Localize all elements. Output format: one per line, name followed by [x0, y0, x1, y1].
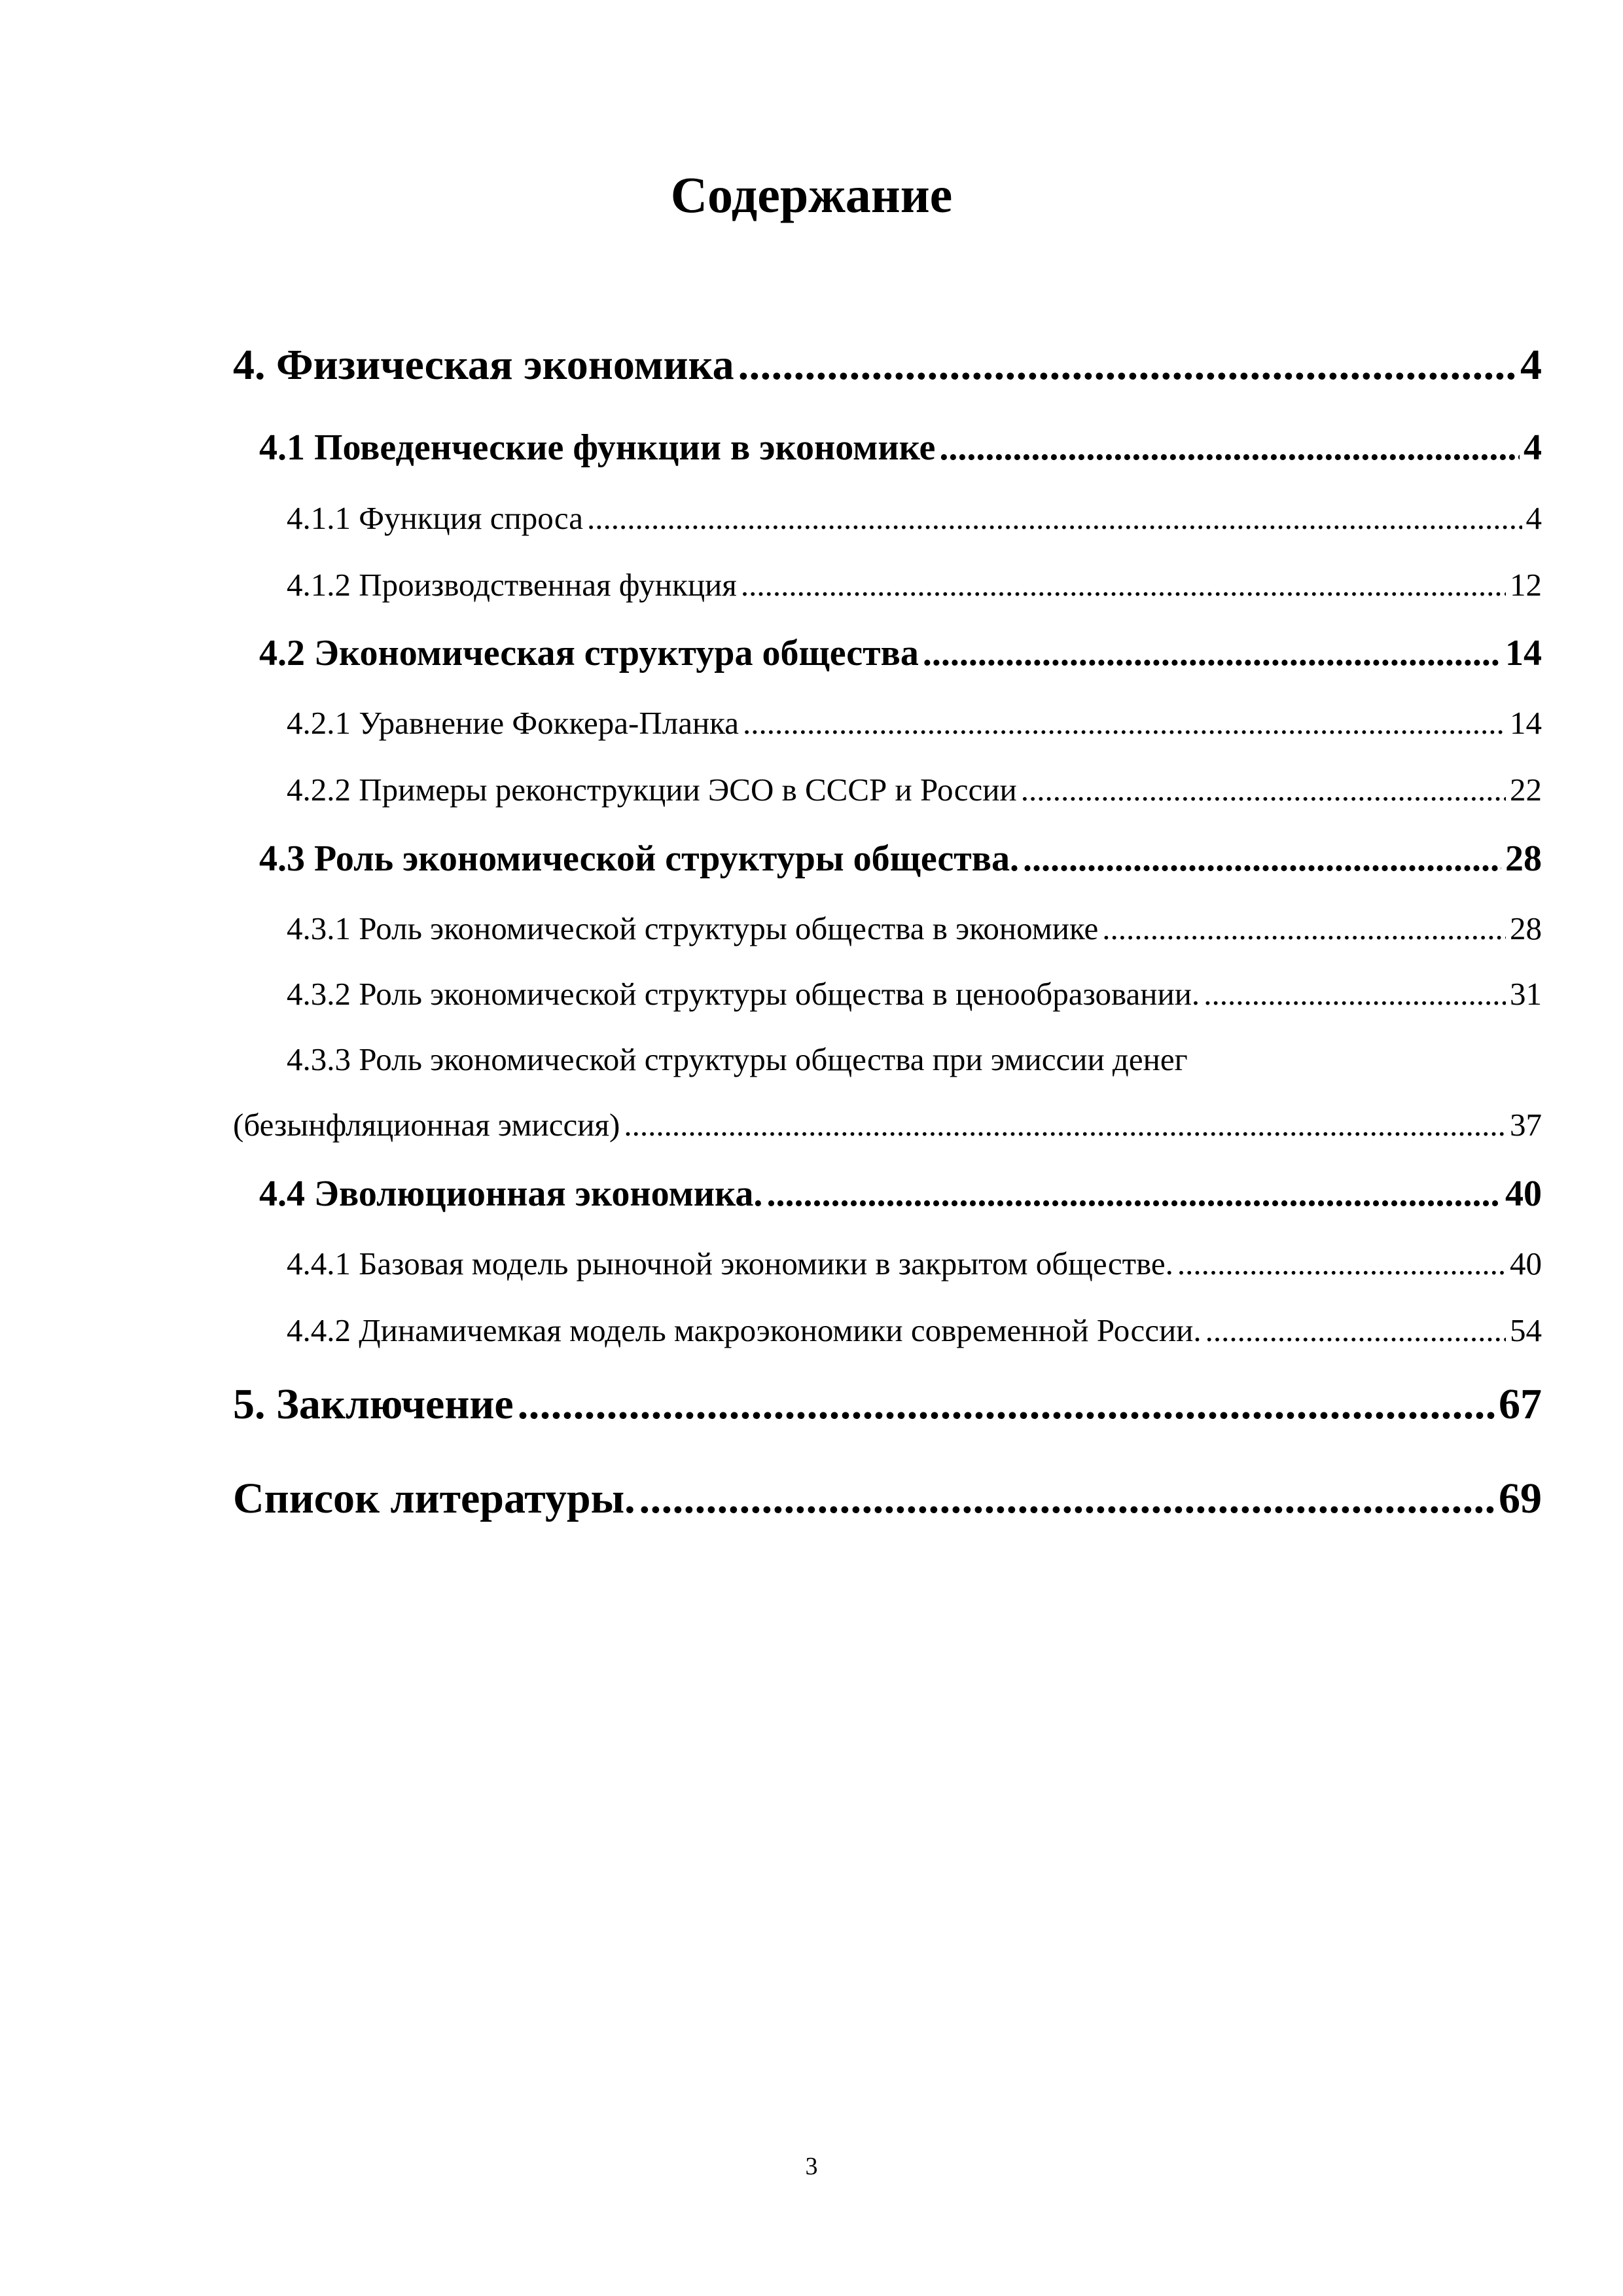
- toc-entry-4-3-3[interactable]: [233, 1106, 1542, 1143]
- dot-leader: [743, 704, 1506, 742]
- toc-entry-page: 4: [1524, 427, 1542, 468]
- toc-entry-label: 4.4 Эволюционная экономика.: [259, 1174, 763, 1214]
- toc-entry-4-1[interactable]: [259, 427, 1542, 469]
- toc-entry-label: 4. Физическая экономика: [233, 341, 734, 389]
- dot-leader: [518, 1380, 1495, 1429]
- dot-leader: [1102, 910, 1506, 947]
- toc-entry-4-1-2[interactable]: [287, 566, 1542, 603]
- toc-entry-label: 4.1 Поведенческие функции в экономике: [259, 427, 936, 468]
- toc-entry-4-4-1[interactable]: [287, 1245, 1542, 1282]
- toc-entry-page: 22: [1510, 772, 1542, 808]
- toc-entry-label: 4.2.2 Примеры реконструкции ЭСО в СССР и России: [287, 772, 1017, 808]
- toc-entry-4-3[interactable]: [259, 838, 1542, 880]
- toc-entry-label: 4.4.2 Динамичемкая модель макроэкономики современной России.: [287, 1312, 1202, 1348]
- toc-entry-page: 14: [1510, 705, 1542, 741]
- dot-leader: [741, 566, 1506, 603]
- dot-leader: [587, 499, 1522, 537]
- toc-entry-page: 67: [1499, 1380, 1542, 1428]
- toc-entry-page: 12: [1510, 567, 1542, 603]
- toc-entry-label: 4.1.2 Производственная функция: [287, 567, 737, 603]
- toc-entry-4-2-1[interactable]: [287, 704, 1542, 742]
- dot-leader: [923, 632, 1501, 674]
- toc-entry-label: (безынфляционная эмиссия): [233, 1107, 620, 1143]
- toc-entry-4-3-1[interactable]: [287, 910, 1542, 947]
- dot-leader: [1204, 975, 1506, 1013]
- dot-leader: [939, 427, 1520, 469]
- toc-entry-4-3-3-line1[interactable]: 4.3.3 Роль экономической структуры общества при эмиссии денег: [287, 1041, 1188, 1077]
- dot-leader: [1205, 1312, 1506, 1349]
- toc-entry-4-4[interactable]: [259, 1173, 1542, 1215]
- page-title: Содержание: [670, 166, 953, 223]
- toc-entry-label: 4.2 Экономическая структура общества: [259, 633, 919, 673]
- toc-entry-page: 14: [1505, 633, 1542, 673]
- toc-entry-page: 4: [1525, 500, 1542, 536]
- toc-entry-page: 31: [1510, 976, 1542, 1012]
- toc-entry-label: 4.3.1 Роль экономической структуры общества в экономике: [287, 910, 1099, 946]
- toc-entry-4-3-2[interactable]: [287, 975, 1542, 1013]
- toc-entry-label: 4.3.2 Роль экономической структуры общества в ценообразовании.: [287, 976, 1200, 1012]
- toc-entry-label: 5. Заключение: [233, 1380, 514, 1428]
- toc-entry-page: 40: [1510, 1246, 1542, 1282]
- toc-entry-5[interactable]: [233, 1380, 1542, 1429]
- toc-entry-page: 54: [1510, 1312, 1542, 1348]
- dot-leader: [1177, 1245, 1506, 1282]
- toc-entry-page: 4: [1520, 341, 1542, 389]
- toc-entry-label: 4.2.1 Уравнение Фоккера-Планка: [287, 705, 739, 741]
- toc-entry-page: 28: [1510, 910, 1542, 946]
- toc-entry-references[interactable]: [233, 1474, 1542, 1524]
- toc-entry-label: Список литературы.: [233, 1475, 635, 1522]
- dot-leader: [639, 1474, 1495, 1524]
- toc-entry-page: 69: [1499, 1475, 1542, 1522]
- dot-leader: [766, 1173, 1501, 1215]
- toc-entry-4-2-2[interactable]: [287, 771, 1542, 808]
- dot-leader: [1021, 771, 1506, 808]
- toc-entry-page: 37: [1510, 1107, 1542, 1143]
- toc-entry-4-1-1[interactable]: [287, 499, 1542, 537]
- toc-entry-4-4-2[interactable]: [287, 1312, 1542, 1349]
- dot-leader: [1023, 838, 1501, 880]
- toc-entry-label: 4.4.1 Базовая модель рыночной экономики в закрытом обществе.: [287, 1246, 1173, 1282]
- toc-entry-4[interactable]: [233, 340, 1542, 390]
- dot-leader: [738, 340, 1516, 390]
- toc-entry-label: 4.3 Роль экономической структуры общества.: [259, 838, 1019, 879]
- toc-entry-4-2[interactable]: [259, 632, 1542, 674]
- toc-entry-label: 4.1.1 Функция спроса: [287, 500, 584, 536]
- page-number: 3: [805, 2153, 818, 2180]
- dot-leader: [624, 1106, 1506, 1143]
- toc-entry-page: 40: [1505, 1174, 1542, 1214]
- toc-entry-page: 28: [1505, 838, 1542, 879]
